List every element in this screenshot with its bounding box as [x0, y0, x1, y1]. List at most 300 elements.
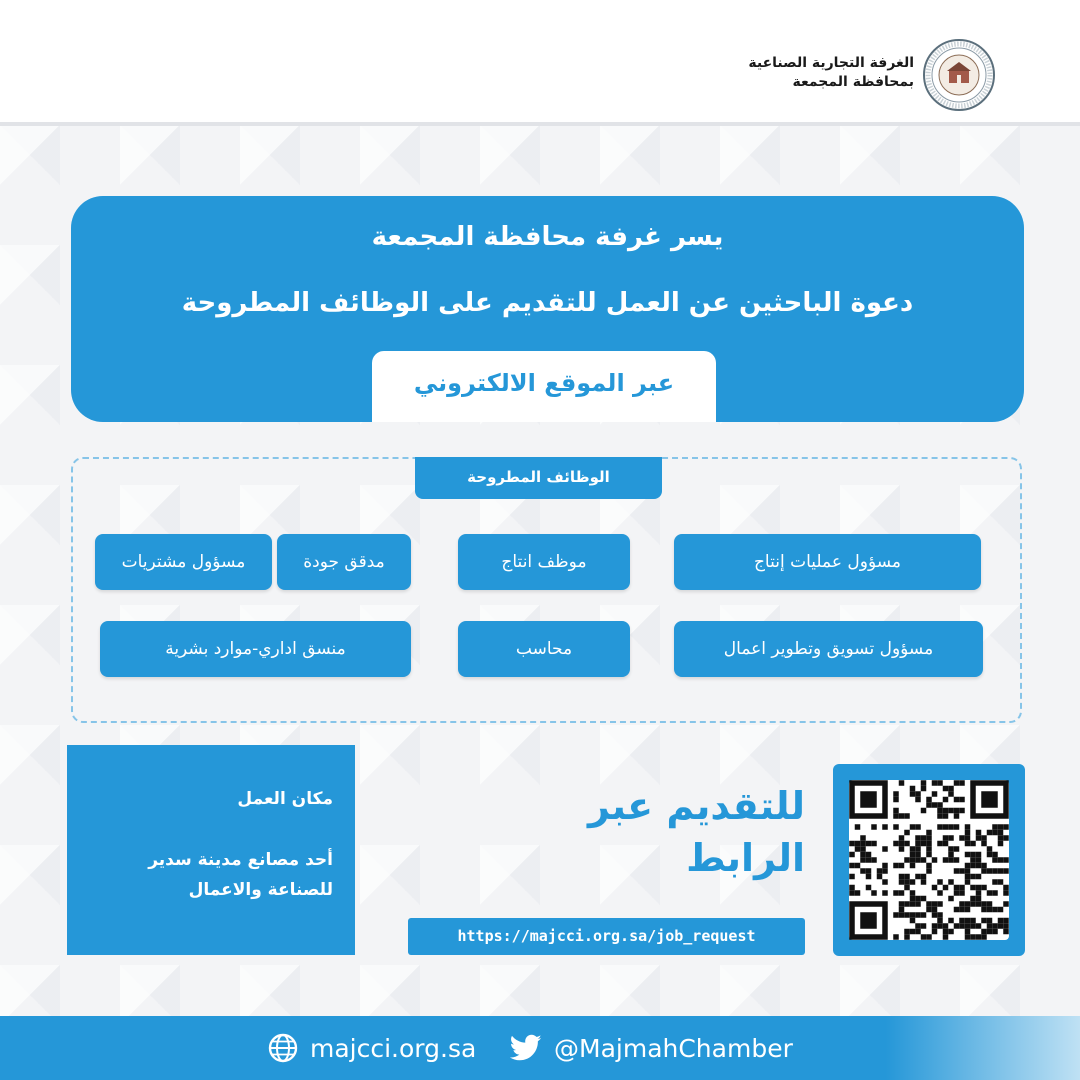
- qr-module: [921, 780, 927, 786]
- qr-module: [871, 841, 877, 847]
- qr-module: [877, 874, 883, 880]
- qr-module: [954, 797, 960, 803]
- qr-module: [915, 929, 921, 935]
- qr-module: [921, 934, 927, 940]
- qr-module: [899, 874, 905, 880]
- qr-module: [926, 841, 932, 847]
- qr-module: [937, 808, 943, 814]
- qr-module: [992, 879, 998, 885]
- qr-module: [937, 841, 943, 847]
- qr-module: [910, 846, 916, 852]
- qr-module: [899, 863, 905, 869]
- qr-module: [1003, 885, 1009, 891]
- qr-module: [943, 841, 949, 847]
- qr-module: [860, 835, 866, 841]
- qr-module: [992, 929, 998, 935]
- qr-module: [899, 912, 905, 918]
- qr-module: [926, 901, 932, 907]
- qr-module: [987, 846, 993, 852]
- qr-module: [948, 852, 954, 858]
- qr-module: [965, 863, 971, 869]
- qr-module: [926, 802, 932, 808]
- qr-module: [987, 890, 993, 896]
- qr-module: [926, 863, 932, 869]
- qr-module: [926, 846, 932, 852]
- qr-module: [965, 934, 971, 940]
- qr-module: [915, 901, 921, 907]
- qr-module: [943, 786, 949, 792]
- qr-module: [959, 923, 965, 929]
- qr-module: [943, 808, 949, 814]
- qr-module: [910, 857, 916, 863]
- qr-module: [954, 890, 960, 896]
- qr-module: [899, 841, 905, 847]
- qr-module: [965, 841, 971, 847]
- qr-module: [992, 907, 998, 913]
- job-item: مسؤول مشتريات: [95, 534, 272, 590]
- qr-module: [965, 923, 971, 929]
- qr-module: [954, 780, 960, 786]
- qr-module: [915, 912, 921, 918]
- qr-module: [899, 907, 905, 913]
- qr-module: [948, 824, 954, 830]
- qr-module: [915, 852, 921, 858]
- qr-module: [849, 852, 855, 858]
- qr-module: [970, 863, 976, 869]
- job-item: مسؤول عمليات إنتاج: [674, 534, 981, 590]
- qr-module: [981, 901, 987, 907]
- qr-module: [998, 824, 1004, 830]
- qr-module: [932, 929, 938, 935]
- qr-module: [954, 813, 960, 819]
- qr-module: [921, 896, 927, 902]
- qr-module: [954, 846, 960, 852]
- qr-module: [860, 857, 866, 863]
- qr-module: [855, 890, 861, 896]
- qr-module: [981, 918, 987, 924]
- banner-subheadline: دعوة الباحثين عن العمل للتقديم على الوظائف المطروحة: [181, 288, 914, 318]
- qr-module: [899, 879, 905, 885]
- qr-module: [959, 835, 965, 841]
- qr-module: [910, 863, 916, 869]
- qr-module: [992, 890, 998, 896]
- qr-module: [860, 846, 866, 852]
- qr-module: [893, 824, 899, 830]
- qr-module: [921, 912, 927, 918]
- twitter-link[interactable]: [510, 1016, 793, 1080]
- qr-module: [1003, 824, 1009, 830]
- qr-module: [932, 802, 938, 808]
- qr-module: [937, 780, 943, 786]
- qr-module: [959, 890, 965, 896]
- qr-module: [937, 813, 943, 819]
- qr-module: [910, 852, 916, 858]
- qr-module: [943, 934, 949, 940]
- twitter-icon: [510, 1034, 542, 1062]
- qr-module: [860, 852, 866, 858]
- org-name-line2: بمحافظة المجمعة: [792, 74, 914, 90]
- qr-module: [849, 863, 855, 869]
- qr-module: [976, 835, 982, 841]
- qr-module: [1003, 901, 1009, 907]
- qr-module: [948, 846, 954, 852]
- qr-module: [965, 824, 971, 830]
- qr-module: [915, 824, 921, 830]
- qr-module: [943, 797, 949, 803]
- qr-module: [976, 885, 982, 891]
- qr-module: [1003, 835, 1009, 841]
- qr-module: [899, 813, 905, 819]
- qr-module: [904, 879, 910, 885]
- qr-module: [976, 830, 982, 836]
- qr-module: [899, 901, 905, 907]
- qr-module: [943, 835, 949, 841]
- qr-module: [915, 857, 921, 863]
- qr-module: [992, 852, 998, 858]
- qr-module: [943, 923, 949, 929]
- qr-module: [981, 868, 987, 874]
- qr-module: [899, 846, 905, 852]
- qr-module: [937, 918, 943, 924]
- qr-module: [948, 929, 954, 935]
- qr-module: [959, 907, 965, 913]
- qr-module: [882, 846, 888, 852]
- qr-module: [948, 786, 954, 792]
- qr-module: [926, 868, 932, 874]
- qr-module: [910, 786, 916, 792]
- qr-module: [899, 780, 905, 786]
- apply-link[interactable]: https://majcci.org.sa/job_request: [408, 918, 805, 955]
- announcement-banner: [71, 196, 1024, 422]
- qr-module: [965, 879, 971, 885]
- qr-module: [943, 857, 949, 863]
- qr-module: [860, 841, 866, 847]
- qr-module: [976, 896, 982, 902]
- qr-module: [954, 907, 960, 913]
- qr-module: [910, 912, 916, 918]
- qr-module: [981, 835, 987, 841]
- qr-module: [992, 830, 998, 836]
- qr-module: [926, 797, 932, 803]
- qr-module: [932, 780, 938, 786]
- qr-module: [948, 835, 954, 841]
- qr-module: [871, 890, 877, 896]
- qr-module: [915, 874, 921, 880]
- qr-module: [932, 791, 938, 797]
- qr-module: [932, 885, 938, 891]
- apply-title: للتقديم عبر الرابط: [588, 784, 805, 880]
- qr-module: [965, 835, 971, 841]
- qr-module: [998, 923, 1004, 929]
- qr-code-frame[interactable]: [833, 764, 1025, 956]
- qr-module: [976, 863, 982, 869]
- qr-module: [904, 813, 910, 819]
- qr-module: [965, 830, 971, 836]
- qr-module: [970, 852, 976, 858]
- qr-module: [976, 901, 982, 907]
- qr-module: [866, 857, 872, 863]
- qr-module: [987, 929, 993, 935]
- qr-module: [987, 923, 993, 929]
- qr-module: [893, 841, 899, 847]
- qr-finder: [860, 791, 877, 808]
- qr-module: [849, 874, 855, 880]
- qr-module: [910, 918, 916, 924]
- qr-module: [998, 857, 1004, 863]
- qr-module: [910, 824, 916, 830]
- qr-module: [932, 857, 938, 863]
- qr-module: [965, 901, 971, 907]
- qr-module: [970, 857, 976, 863]
- qr-module: [987, 852, 993, 858]
- qr-module: [970, 841, 976, 847]
- qr-module: [965, 874, 971, 880]
- qr-module: [937, 901, 943, 907]
- qr-module: [998, 907, 1004, 913]
- banner-headline: يسر غرفة محافظة المجمعة: [371, 222, 724, 252]
- qr-module: [948, 918, 954, 924]
- qr-module: [866, 852, 872, 858]
- qr-module: [981, 934, 987, 940]
- qr-module: [921, 857, 927, 863]
- job-item: مدقق جودة: [277, 534, 411, 590]
- qr-module: [948, 879, 954, 885]
- qr-module: [970, 885, 976, 891]
- qr-module: [866, 841, 872, 847]
- qr-module: [976, 852, 982, 858]
- qr-module: [904, 857, 910, 863]
- qr-module: [943, 824, 949, 830]
- qr-module: [998, 841, 1004, 847]
- banner-tab: عبر الموقع الالكتروني: [372, 351, 716, 422]
- qr-module: [1003, 857, 1009, 863]
- qr-module: [932, 923, 938, 929]
- qr-module: [915, 923, 921, 929]
- header: [0, 0, 1080, 126]
- qr-module: [921, 808, 927, 814]
- qr-module: [965, 852, 971, 858]
- qr-module: [855, 846, 861, 852]
- qr-module: [926, 934, 932, 940]
- qr-module: [965, 868, 971, 874]
- qr-module: [992, 923, 998, 929]
- qr-module: [893, 863, 899, 869]
- qr-module: [849, 885, 855, 891]
- qr-module: [1003, 929, 1009, 935]
- qr-module: [921, 874, 927, 880]
- qr-module: [981, 885, 987, 891]
- qr-module: [987, 868, 993, 874]
- qr-module: [921, 923, 927, 929]
- qr-module: [976, 857, 982, 863]
- qr-module: [992, 857, 998, 863]
- qr-module: [1003, 923, 1009, 929]
- twitter-handle: @MajmahChamber: [554, 1033, 793, 1063]
- globe-icon: [268, 1033, 298, 1063]
- qr-module: [954, 824, 960, 830]
- qr-module: [981, 929, 987, 935]
- workplace-value: أحد مصانع مدينة سدير للصناعة والاعمال: [148, 850, 333, 900]
- qr-module: [948, 857, 954, 863]
- job-item: مسؤول تسويق وتطوير اعمال: [674, 621, 983, 677]
- qr-module: [849, 841, 855, 847]
- qr-module: [926, 830, 932, 836]
- qr-module: [937, 879, 943, 885]
- qr-module: [981, 863, 987, 869]
- qr-module: [866, 874, 872, 880]
- qr-module: [893, 813, 899, 819]
- qr-module: [959, 780, 965, 786]
- qr-module: [954, 885, 960, 891]
- qr-module: [849, 890, 855, 896]
- qr-module: [954, 868, 960, 874]
- qr-code-area: [849, 780, 1009, 940]
- qr-module: [937, 824, 943, 830]
- qr-module: [893, 797, 899, 803]
- qr-module: [882, 824, 888, 830]
- qr-module: [959, 901, 965, 907]
- qr-module: [893, 912, 899, 918]
- qr-module: [937, 802, 943, 808]
- qr-module: [882, 890, 888, 896]
- qr-module: [965, 907, 971, 913]
- footer: [0, 1016, 1080, 1080]
- qr-module: [910, 929, 916, 935]
- qr-module: [959, 868, 965, 874]
- qr-module: [910, 901, 916, 907]
- qr-module: [866, 885, 872, 891]
- jobs-title: الوظائف المطروحة: [415, 457, 662, 499]
- qr-module: [910, 879, 916, 885]
- qr-module: [932, 907, 938, 913]
- qr-module: [904, 929, 910, 935]
- qr-module: [882, 879, 888, 885]
- qr-module: [970, 874, 976, 880]
- qr-module: [893, 934, 899, 940]
- qr-module: [899, 835, 905, 841]
- qr-module: [871, 824, 877, 830]
- qr-module: [910, 890, 916, 896]
- qr-module: [965, 929, 971, 935]
- qr-module: [860, 868, 866, 874]
- org-name: [654, 54, 914, 92]
- qr-finder: [981, 791, 998, 808]
- qr-module: [904, 841, 910, 847]
- qr-module: [959, 797, 965, 803]
- qr-module: [981, 907, 987, 913]
- qr-module: [937, 890, 943, 896]
- qr-module: [910, 896, 916, 902]
- qr-module: [1003, 918, 1009, 924]
- qr-module: [904, 874, 910, 880]
- qr-finder: [860, 912, 877, 929]
- qr-module: [893, 808, 899, 814]
- qr-module: [992, 824, 998, 830]
- qr-module: [992, 868, 998, 874]
- qr-module: [855, 863, 861, 869]
- qr-module: [910, 791, 916, 797]
- qr-module: [959, 885, 965, 891]
- qr-module: [943, 929, 949, 935]
- qr-module: [954, 923, 960, 929]
- qr-module: [915, 835, 921, 841]
- qr-module: [855, 824, 861, 830]
- qr-module: [904, 830, 910, 836]
- qr-module: [932, 912, 938, 918]
- qr-module: [998, 830, 1004, 836]
- qr-module: [1003, 890, 1009, 896]
- qr-module: [943, 885, 949, 891]
- qr-module: [998, 835, 1004, 841]
- website-link[interactable]: [268, 1016, 476, 1080]
- job-item: موظف انتاج: [458, 534, 630, 590]
- qr-module: [932, 901, 938, 907]
- qr-module: [970, 934, 976, 940]
- qr-module: [937, 912, 943, 918]
- qr-module: [970, 896, 976, 902]
- qr-module: [904, 901, 910, 907]
- qr-module: [904, 885, 910, 891]
- qr-module: [915, 797, 921, 803]
- qr-module: [915, 791, 921, 797]
- qr-module: [948, 808, 954, 814]
- qr-module: [904, 934, 910, 940]
- qr-module: [882, 863, 888, 869]
- qr-module: [915, 896, 921, 902]
- qr-module: [987, 830, 993, 836]
- qr-module: [921, 841, 927, 847]
- qr-module: [921, 835, 927, 841]
- job-item: محاسب: [458, 621, 630, 677]
- qr-module: [954, 857, 960, 863]
- qr-module: [904, 912, 910, 918]
- qr-code-icon: [849, 780, 1009, 940]
- qr-module: [998, 868, 1004, 874]
- qr-module: [937, 923, 943, 929]
- workplace-label: مكان العمل: [237, 789, 333, 809]
- qr-module: [987, 907, 993, 913]
- qr-module: [959, 918, 965, 924]
- qr-module: [866, 868, 872, 874]
- workplace-card: [67, 745, 355, 955]
- qr-module: [954, 808, 960, 814]
- qr-module: [976, 934, 982, 940]
- qr-module: [926, 907, 932, 913]
- qr-module: [970, 923, 976, 929]
- qr-module: [998, 918, 1004, 924]
- qr-module: [921, 786, 927, 792]
- qr-module: [976, 890, 982, 896]
- org-name-line1: الغرفة التجارية الصناعية: [748, 55, 914, 71]
- qr-module: [943, 813, 949, 819]
- qr-module: [899, 890, 905, 896]
- qr-module: [871, 857, 877, 863]
- qr-module: [948, 896, 954, 902]
- qr-module: [926, 852, 932, 858]
- qr-module: [976, 874, 982, 880]
- qr-module: [970, 901, 976, 907]
- qr-module: [965, 918, 971, 924]
- qr-module: [959, 808, 965, 814]
- qr-module: [893, 791, 899, 797]
- qr-module: [987, 901, 993, 907]
- qr-module: [976, 923, 982, 929]
- qr-module: [915, 846, 921, 852]
- qr-module: [893, 890, 899, 896]
- qr-module: [926, 835, 932, 841]
- chamber-seal-icon: [922, 38, 996, 112]
- qr-module: [855, 841, 861, 847]
